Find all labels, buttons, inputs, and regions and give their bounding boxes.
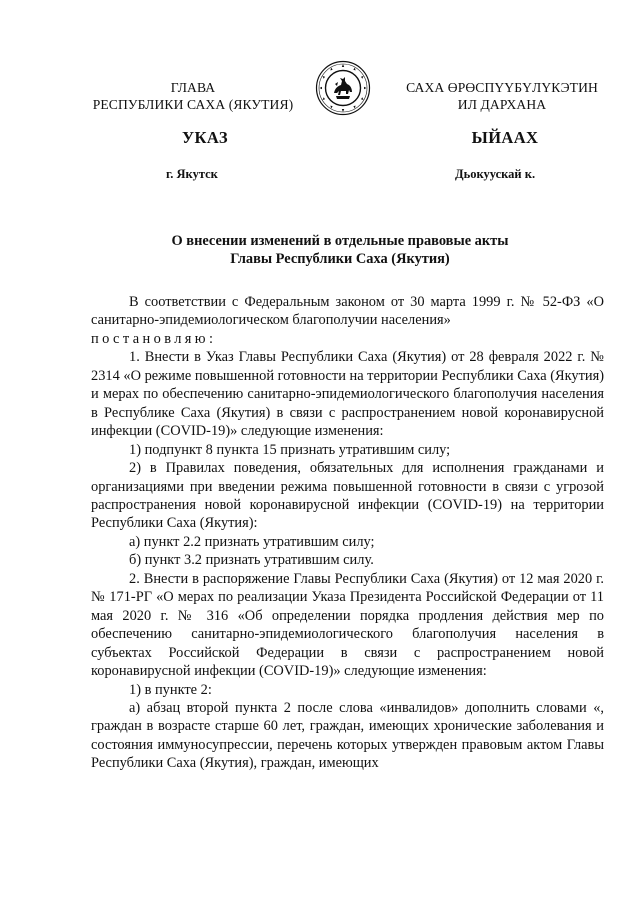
item-1-subitem-2a: а) пункт 2.2 признать утратившим силу;	[129, 533, 375, 550]
header-right-line-2: ИЛ ДАРХАНА	[457, 96, 547, 112]
header-left-line-1: ГЛАВА	[170, 80, 216, 95]
item-1-subitem-1: 1) подпункт 8 пункта 15 признать утратившим силу;	[129, 441, 451, 458]
title-line-2: Главы Республики Саха (Якутия)	[230, 251, 450, 267]
title-line-1: О внесении изменений в отдельные правовые акты	[171, 233, 509, 249]
header-right-line-1: САХА ӨРӨСПҮҮБҮЛҮКЭТИН	[406, 80, 598, 95]
place-sakha: Дьокуускай к.	[455, 167, 536, 181]
header-left-line-2: РЕСПУБЛИКИ САХА (ЯКУТИЯ)	[92, 96, 294, 112]
place-russian: г. Якутск	[166, 167, 218, 181]
item-2-subitem-1: 1) в пункте 2:	[129, 681, 212, 698]
header-right	[392, 80, 612, 113]
item-1-subitem-2: 2) в Правилах поведения, обязательных для исполнения гражданами и организациями при введении режима повышенной готовности в связи с угрозой распространения новой коронавирусной инфекции (COVID-19) на территории Республики Саха (Якутия):	[91, 460, 604, 532]
decree-word: постановляю:	[91, 330, 217, 347]
intro-paragraph: В соответствии с Федеральным законом от 30 марта 1999 г. № 52-ФЗ «О санитарно-эпидемиологическом благополучии населения»	[91, 294, 604, 329]
doc-type-russian: УКАЗ	[182, 128, 228, 147]
item-2-subitem-1a: а) абзац второй пункта 2 после слова «инвалидов» дополнить словами «, граждан в возрасте старше 60 лет, граждан, имеющих хронические заболевания и состояния иммуносупрессии, перечень которых утвержден правовым актом Главы Республики Саха (Якутия), граждан, имеющих	[91, 699, 604, 772]
item-2: 2. Внести в распоряжение Главы Республики Саха (Якутия) от 12 мая 2020 г. № 171-РГ «О мерах по реализации Указа Президента Российской Федерации от 11 мая 2020 г. № 316 «Об определении порядка продления действия мер по обеспечению санитарно-эпидемиологического благополучия населения в субъектах Российской Федерации в связи с распространением новой коронавирусной инфекции (COVID-19)» следующие изменения:	[91, 570, 604, 680]
header-left	[88, 80, 298, 113]
item-1: 1. Внести в Указ Главы Республики Саха (Якутия) от 28 февраля 2022 г. № 2314 «О режиме повышенной готовности на территории Республики Саха (Якутия) и мерах по обеспечению санитарно-эпидемиологического благополучия населения в Республике Саха (Якутия) в связи с распространением новой коронавирусной инфекции (COVID-19)» следующие изменения:	[91, 349, 604, 440]
coat-of-arms-icon	[315, 60, 371, 116]
item-1-subitem-2b: б) пункт 3.2 признать утратившим силу.	[129, 552, 374, 569]
doc-type-sakha: ЫЙААХ	[471, 128, 539, 147]
document-body	[91, 293, 604, 773]
document-title	[110, 232, 570, 268]
